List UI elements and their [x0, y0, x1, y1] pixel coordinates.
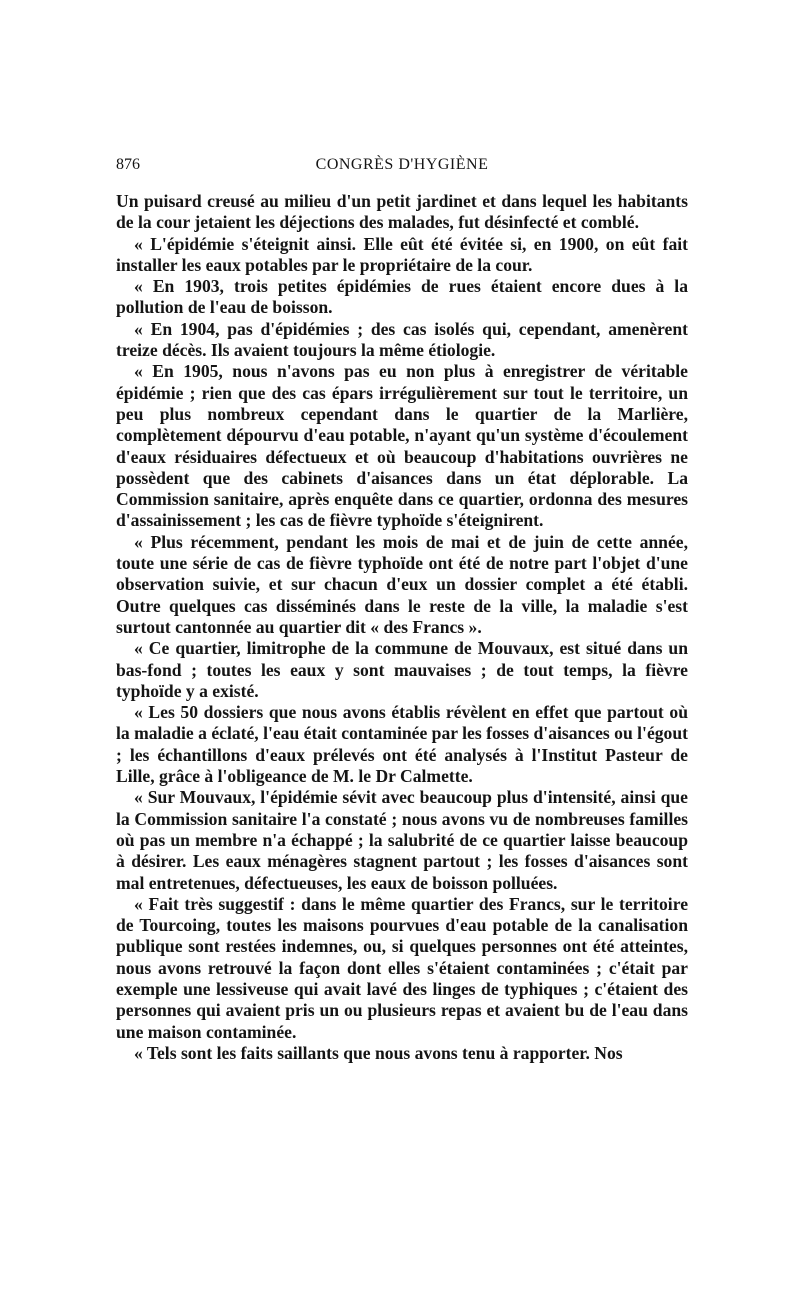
body-text	[116, 191, 688, 1064]
paragraph: « En 1904, pas d'épidémies ; des cas isolés qui, cependant, amenèrent treize décès. Ils avaient toujours la même étiologie.	[116, 318, 688, 361]
paragraph: « Les 50 dossiers que nous avons établis révèlent en effet que partout où la maladie a éclaté, l'eau était contaminée par les fosses d'aisances ou l'égout ; les échantillons d'eaux prélevés ont été analysés à l'Institut Pasteur de Lille, grâce à l'obligeance de M. le Dr Calmette.	[116, 702, 688, 787]
paragraph: « Sur Mouvaux, l'épidémie sévit avec beaucoup plus d'intensité, ainsi que la Commission sanitaire l'a constaté ; nous avons vu de nombreuses familles où pas un membre n'a échappé ; la salubrité de ce quartier laisse beaucoup à désirer. Les eaux ménagères stagnent partout ; les fosses d'aisances sont mal entretenues, défectueuses, les eaux de boisson polluées.	[116, 787, 688, 893]
paragraph: Un puisard creusé au milieu d'un petit jardinet et dans lequel les habitants de la cour jetaient les déjections des malades, fut désinfecté et comblé.	[116, 191, 688, 233]
paragraph: « Ce quartier, limitrophe de la commune de Mouvaux, est situé dans un bas-fond ; toutes les eaux y sont mauvaises ; de tout temps, la fièvre typhoïde y a existé.	[116, 638, 688, 701]
paragraph: « Tels sont les faits saillants que nous avons tenu à rapporter. Nos	[134, 1042, 623, 1063]
paragraph: « L'épidémie s'éteignit ainsi. Elle eût été évitée si, en 1900, on eût fait installer les eaux potables par le propriétaire de la cour.	[116, 233, 688, 275]
page-header	[116, 152, 688, 178]
page-number: 876	[116, 156, 140, 173]
paragraph: « Plus récemment, pendant les mois de mai et de juin de cette année, toute une série de cas de fièvre typhoïde ont été de notre part l'objet d'une observation suivie, et sur chacun d'eux un dossier complet a été établi. Outre quelques cas disséminés dans le reste de la ville, la maladie s'est surtout cantonnée au quartier dit « des Francs ».	[116, 531, 688, 637]
paragraph: « En 1903, trois petites épidémies de rues étaient encore dues à la pollution de l'eau de boisson.	[116, 276, 688, 318]
running-title: CONGRÈS D'HYGIÈNE	[315, 156, 489, 173]
paragraph: « En 1905, nous n'avons pas eu non plus à enregistrer de véritable épidémie ; rien que des cas épars irrégulièrement sur tout le territoire, un peu plus nombreux cependant dans le quartier de la Marlière, complètement dépourvu d'eau potable, n'ayant qu'un système d'écoulement d'eaux résiduaires défectueux et où beaucoup d'habitations ouvrières ne possèdent que des cabinets d'aisances dans un état déplorable. La Commission sanitaire, après enquête dans ce quartier, ordonna des mesures d'assainissement ; les cas de fièvre typhoïde s'éteignirent.	[116, 361, 688, 531]
paragraph: « Fait très suggestif : dans le même quartier des Francs, sur le territoire de Tourcoing, toutes les maisons pourvues d'eau potable de la canalisation publique sont restées indemnes, ou, si quelques personnes ont été atteintes, nous avons retrouvé la façon dont elles s'étaient contaminées ; c'était par exemple une lessiveuse qui avait lavé des linges de typhiques ; c'étaient des personnes qui avaient pris un ou plusieurs repas et avaient bu de l'eau dans une maison contaminée.	[116, 893, 688, 1042]
